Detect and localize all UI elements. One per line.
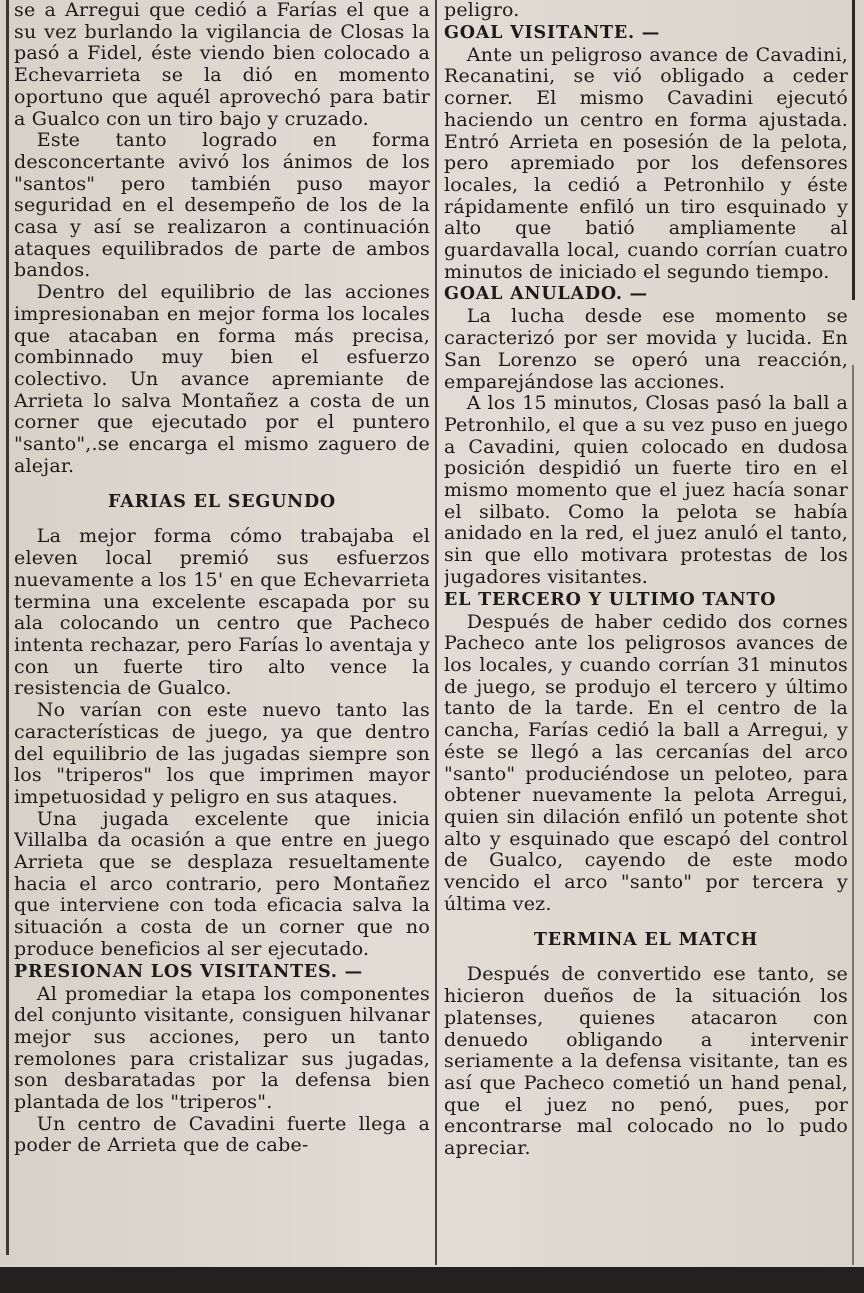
article-paragraph: Ante un peligroso avance de Cavadini, Recanatini, se vió obligado a ceder corner. El mismo Cavadini ejecutó haciendo un centro en forma ajustada. Entró Arrieta en posesión de la pelota, pero apremiado por los defensores locales, la cedió a Petronhilo y éste rápidamente enfiló un tiro esquinado y alto que batió ampliamente al guardavalla local, cuando corrían cuatro minutos de iniciado el segundo tiempo. [444, 43, 848, 283]
section-heading: GOAL ANULADO. — [444, 284, 648, 305]
article-paragraph: peligro. [444, 0, 520, 21]
article-paragraph: Una jugada excelente que inicia Villalba da ocasión a que entre en juego Arrieta que se desplaza resueltamente hacia el arco contrario, pero Montañez que interviene con toda eficacia salva la situación a costa de un corner que no produce beneficios al ser ejecutado. [14, 807, 430, 960]
article-paragraph: Al promediar la etapa los componentes del conjunto visitante, consiguen hilvanar mejor sus acciones, pero un tanto remolones para cristalizar sus jugadas, son desbaratadas por la defensa bien plantada de los "triperos". [14, 982, 430, 1114]
right-border-rule-lower [852, 365, 854, 1265]
article-paragraph: La mejor forma cómo trabajaba el eleven local premió sus esfuerzos nuevamente a los 15' en que Echevarrieta termina una excelente escapada por su ala colocando un centro que Pacheco intenta rechazar, pero Farías lo aventaja y con un fuerte tiro alto vence la resistencia de Gualco. [14, 525, 430, 700]
right-border-rule [852, 0, 855, 300]
section-heading: FARIAS EL SEGUNDO [108, 492, 336, 513]
article-paragraph: La lucha desde ese momento se caracterizó por ser movida y lucida. En San Lorenzo se operó una reacción, emparejándose las acciones. [444, 305, 848, 393]
article-paragraph: No varían con este nuevo tanto las características de juego, ya que dentro del equilibrio de las jugadas siempre son los "triperos" los que imprimen mayor impetuosidad y peligro en sus ataques. [14, 699, 430, 808]
article-paragraph: Después de haber cedido dos cornes Pacheco ante los peligrosos avances de los locales, y cuando corrían 31 minutos de juego, se produjo el tercero y último tanto de la tarde. En el centro de la cancha, Farías cedió la ball a Arregui, y éste se llegó a las cercanías del arco "santo" produciéndose un peloteo, para obtener nuevamente la pelota Arregui, quien sin dilación enfiló un potente shot alto y esquinado que escapó del control de Gualco, cayendo de este modo vencido el arco "santo" por tercera y última vez. [444, 610, 848, 915]
article-column-right [444, 0, 848, 1265]
bottom-border-bar [0, 1267, 864, 1293]
article-paragraph: Después de convertido ese tanto, se hicieron dueños de la situación los platenses, quienes atacaron con denuedo obligando a intervenir seriamente a la defensa visitante, tan es así que Pacheco cometió un hand penal, que el juez no penó, pues, por encontrarse mal colocado no lo pudo apreciar. [444, 963, 848, 1160]
column-divider-rule [435, 0, 437, 1265]
section-heading: GOAL VISITANTE. — [444, 22, 661, 43]
article-paragraph: Un centro de Cavadini fuerte llega a poder de Arrieta que de cabe- [14, 1112, 430, 1157]
article-column-left [14, 0, 430, 1265]
left-border-rule [6, 0, 9, 1255]
article-paragraph: Dentro del equilibrio de las acciones impresionaban en mejor forma los locales que atacaban en forma más precisa, combinnado muy bien el esfuerzo colectivo. Un avance apremiante de Arrieta lo salva Montañez a costa de un corner que ejecutado por el puntero "santo",.se encarga el mismo zaguero de alejar. [14, 281, 430, 477]
article-paragraph: se a Arregui que cedió a Farías el que a su vez burlando la vigilancia de Closas la pasó a Fidel, éste viendo bien colocado a Echevarrieta se la dió en momento oportuno que aquél aprovechó para batir a Gualco con un tiro bajo y cruzado. [14, 0, 430, 130]
section-heading: EL TERCERO Y ULTIMO TANTO [444, 589, 777, 610]
section-heading: TERMINA EL MATCH [533, 930, 759, 951]
article-paragraph: Este tanto logrado en forma desconcertante avivó los ánimos de los "santos" pero también puso mayor seguridad en el desempeño de los de la casa y así se realizaron a continuación ataques equilibrados de parte de ambos bandos. [14, 129, 430, 282]
section-heading: PRESIONAN LOS VISITANTES. — [14, 961, 363, 982]
article-paragraph: A los 15 minutos, Closas pasó la ball a Petronhilo, el que a su vez puso en juego a Cavadini, quien colocado en dudosa posición despidió un fuerte tiro en el mismo momento que el juez hacía sonar el silbato. Como la pelota se había anidado en la red, el juez anuló el tanto, sin que ello motivara protestas de los jugadores visitantes. [444, 392, 848, 588]
